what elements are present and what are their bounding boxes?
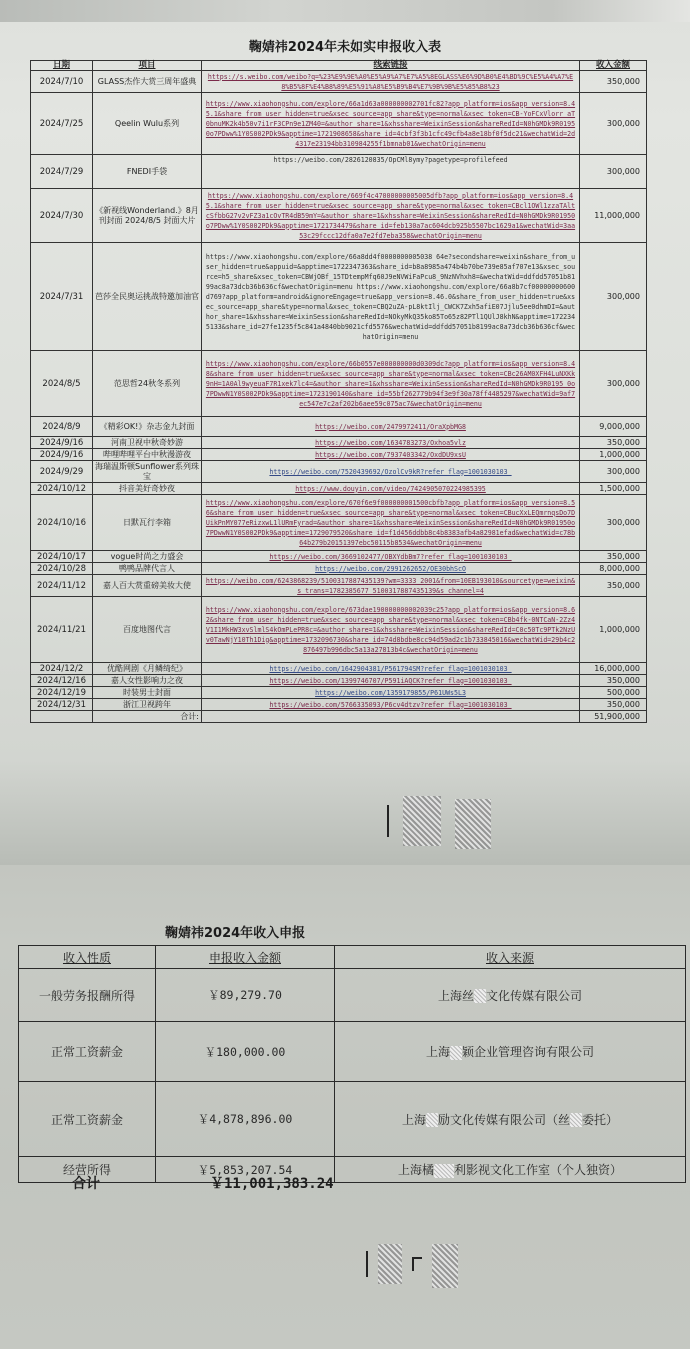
table-row: [19, 1082, 686, 1157]
redacted-signature-2: [366, 1240, 458, 1288]
doc2-total-label: 合计: [72, 1176, 100, 1192]
col-project: 项目: [93, 61, 202, 71]
table-row: [31, 575, 647, 597]
row-project: 浙江卫视跨年: [93, 699, 202, 711]
row-project: 鸭鸭品牌代言人: [93, 563, 202, 575]
row-project: 嘉人百大赏重磅美妆大使: [93, 575, 202, 597]
row-date: 2024/7/29: [31, 155, 93, 189]
table-row: [19, 1022, 686, 1082]
row-link[interactable]: https://weibo.com/1359179855/P61UWs5L3: [202, 687, 580, 699]
col-amount: 收入金额: [580, 61, 647, 71]
row-date: 2024/8/5: [31, 351, 93, 417]
row-project: FNEDI手袋: [93, 155, 202, 189]
row-amount: 1,000,000: [580, 597, 647, 663]
row-project: Qeelin Wulu系列: [93, 93, 202, 155]
row-date: 2024/9/29: [31, 461, 93, 483]
photo-edge: [0, 0, 690, 22]
doc2-total-amount: ￥11,001,383.24: [210, 1176, 334, 1192]
row-project: GLASS杰作大赏三周年盛典: [93, 71, 202, 93]
row-project: 抖音美好奇妙夜: [93, 483, 202, 495]
row-amount: 350,000: [580, 551, 647, 563]
source-part: 文化传媒有限公司: [486, 988, 583, 1003]
source-part: 上海: [401, 1112, 426, 1127]
row-amount: ￥4,878,896.00: [156, 1082, 335, 1157]
row-link[interactable]: https://weibo.com/2479972411/OraXpbMG8: [202, 417, 580, 437]
row-link[interactable]: https://weibo.com/2826120835/OpCMl8ymy?pagetype=profilefeed: [202, 155, 580, 189]
table-row: [31, 93, 647, 155]
row-date: 2024/10/28: [31, 563, 93, 575]
redacted-signature-1: [387, 793, 491, 849]
table-row: [31, 461, 647, 483]
col-source: 收入来源: [335, 946, 686, 969]
table-row: [31, 495, 647, 551]
row-amount: ￥5,853,207.54: [156, 1157, 335, 1183]
row-link[interactable]: https://weibo.com/1642904381/P561794SM?refer_flag=1001030103_: [202, 663, 580, 675]
redaction-block: [432, 1244, 458, 1288]
row-date: 2024/7/10: [31, 71, 93, 93]
table-header-row: [19, 946, 686, 969]
row-link[interactable]: https://weibo.com/6243868239/5100317887435139?wm=3333_2001&from=10EB193010&sourcetype=weixin&s_trans=1782385677_5100317887435139&s_channel=4: [202, 575, 580, 597]
row-link[interactable]: https://weibo.com/7937403342/OxdDU9xsU: [202, 449, 580, 461]
redaction-mark: [426, 1113, 438, 1127]
table-row: [19, 1157, 686, 1183]
row-link[interactable]: https://weibo.com/2991262652/OE30bhScO: [202, 563, 580, 575]
row-amount: 300,000: [580, 495, 647, 551]
row-project: 百度地图代言: [93, 597, 202, 663]
source-part: 上海橘: [397, 1163, 434, 1177]
row-amount: 500,000: [580, 687, 647, 699]
row-amount: 350,000: [580, 575, 647, 597]
table-row: [31, 71, 647, 93]
source-part: 上海: [425, 1045, 450, 1059]
row-amount: 300,000: [580, 93, 647, 155]
table-row: [31, 687, 647, 699]
row-date: 2024/12/16: [31, 675, 93, 687]
row-amount: 9,000,000: [580, 417, 647, 437]
total-empty-link: [202, 711, 580, 723]
row-amount: 1,500,000: [580, 483, 647, 495]
source-part: 上海丝: [437, 988, 474, 1003]
row-date: 2024/10/16: [31, 495, 93, 551]
table-row: [31, 449, 647, 461]
table-row: [31, 551, 647, 563]
row-date: 2024/9/16: [31, 437, 93, 449]
redaction-block: [378, 1244, 402, 1284]
row-amount: ￥180,000.00: [156, 1022, 335, 1082]
signature-stroke: [412, 1257, 422, 1271]
table-row: [31, 563, 647, 575]
row-project: 芭莎全民奥运挑战特邀加油官: [93, 243, 202, 351]
row-link[interactable]: https://weibo.com/3669102477/OBXYdbBm7?refer_flag=1001030103_: [202, 551, 580, 563]
row-date: 2024/7/25: [31, 93, 93, 155]
row-project: 日默瓦行李箱: [93, 495, 202, 551]
row-link[interactable]: https://www.douyin.com/video/7424905070224985395: [202, 483, 580, 495]
total-amount: 51,900,000: [580, 711, 647, 723]
col-nature: 收入性质: [19, 946, 156, 969]
row-link[interactable]: https://weibo.com/1634783273/Oxhoa5vlz: [202, 437, 580, 449]
row-link[interactable]: https://www.xiaohongshu.com/explore/66a1d63a000000002701fc82?app_platform=ios&app_version=8.45.1&share_from_user_hidden=true&xsec_source=app_share&type=normal&xsec_token=CB-YoFCxVlorr_aT0bnuMK2k4b50v7i1rF3CPn9e1ZM40=&author_share=1&xhsshare=WeixinSession&shareRedId=N0hGMDk9R01950o7PDww%1Y0S002PDk9&apptime=1721908658&share_id=4cbf3f3b1cfc49cfb4a8e18bf0f5dc21&wechatWid=2d4317e23194bb310984255f1bmnab01&wechatOrigin=menu: [202, 93, 580, 155]
table-row: [31, 417, 647, 437]
row-link[interactable]: https://www.xiaohongshu.com/explore/670f6e9f000000001500cbfb?app_platform=ios&app_version=8.56&share_from_user_hidden=true&xsec_source=app_share&type=normal&xsec_token=CBucXxLEQmrnqsDo7DUikPnMY077eRizxwL1lURmFyrad=&author_share=1&xhsshare=WeixinSession&shareRedId=N0hGMDk9R01950o7PDwwN1Y0S002PDk9&apptime=1729079520&share_id=f1d456ddbb8c4b8383afb4a82981efad&wechatWid=c78b64b279b20151397ebc50115b8534&wechatOrigin=menu: [202, 495, 580, 551]
row-project: 范思哲24秋冬系列: [93, 351, 202, 417]
row-amount: 350,000: [580, 437, 647, 449]
row-link[interactable]: https://www.xiaohongshu.com/explore/66b0557e000000000d0309dc?app_platform=ios&app_version=8.48&share_from_user_hidden=true&xsec_source=app_share&type=normal&xsec_token=CBc26AM0XFH4LuNXKk9nH=1A0Al9wyeuaF7R1xek7lc4=&author_share=1&xhsshare=WeixinSession&shareRedId=N0hGMDk9R0195 0o7PDwwN1Y0S002PDk9&apptime=1723190140&share_id=55bf262779b94f3e9f30a78ff4485297&wechatWid=9af7ec547e7c2af202b6aee59c075ac7&wechatOrigin=menu: [202, 351, 580, 417]
row-date: 2024/12/31: [31, 699, 93, 711]
row-amount: 300,000: [580, 243, 647, 351]
table-header-row: [31, 61, 647, 71]
row-date: 2024/7/31: [31, 243, 93, 351]
row-source: [335, 1022, 686, 1082]
row-link[interactable]: https://weibo.com/1399746707/P591iAQCK?refer_flag=1001030103_: [202, 675, 580, 687]
row-project: 嘉人女性影响力之夜: [93, 675, 202, 687]
row-project: 河南卫视中秋奇妙游: [93, 437, 202, 449]
row-date: 2024/12/2: [31, 663, 93, 675]
row-amount: ￥89,279.70: [156, 969, 335, 1022]
table-row: [31, 483, 647, 495]
table-row: [31, 437, 647, 449]
row-amount: 350,000: [580, 71, 647, 93]
row-nature: 正常工资薪金: [19, 1082, 156, 1157]
table-row: [31, 597, 647, 663]
row-amount: 300,000: [580, 155, 647, 189]
row-link[interactable]: https://www.xiaohongshu.com/explore/669f4c47000000005005dfb?app_platform=ios&app_version=8.45.1&share_from_user_hidden=true&xsec_source=app_share&type=normal&xsec_token=CBcl1OWl1zzaTAltcSfbbG27v2vFZ3a1cOvTR4dB59mY=&author_share=1&xhsshare=WeixinSession&shareRedId=N0hGMDk9R01950o7PDww%1Y0S002PDk9&apptime=1721734479&share_id=feb130a7ac604dcb925b5507bc1629a1&wechatWid=3aa53c29fccc12dfa0a7e2fd7eba358&wechatOrigin=menu: [202, 189, 580, 243]
row-project: 《新视线Wonderland.》8月刊封面 2024/8/5 封面大片: [93, 189, 202, 243]
source-part: 利影视文化工作室（个人独资）: [454, 1163, 623, 1177]
row-project: 哔哩哔哩平台中秋漫游夜: [93, 449, 202, 461]
table-row: [31, 351, 647, 417]
row-amount: 300,000: [580, 461, 647, 483]
source-part: 励文化传媒有限公司（丝: [437, 1112, 570, 1127]
table-row: [31, 155, 647, 189]
col-link: 线索链接: [202, 61, 580, 71]
table-row: [31, 699, 647, 711]
signature-stroke: [366, 1251, 368, 1277]
row-date: 2024/7/30: [31, 189, 93, 243]
table-row: [31, 189, 647, 243]
row-project: vogue时尚之力盛会: [93, 551, 202, 563]
row-date: 2024/11/21: [31, 597, 93, 663]
col-declared-amount: 申报收入金额: [156, 946, 335, 969]
doc1-title: 鞠婧祎2024年未如实申报收入表: [248, 40, 442, 55]
table-row: [19, 969, 686, 1022]
row-date: 2024/8/9: [31, 417, 93, 437]
row-date: 2024/12/19: [31, 687, 93, 699]
row-date: 2024/9/16: [31, 449, 93, 461]
undeclared-income-table: [30, 60, 647, 723]
row-source: [335, 1157, 686, 1183]
source-part: 颖企业管理咨询有限公司: [462, 1045, 595, 1059]
row-nature: 经营所得: [19, 1157, 156, 1183]
redaction-block: [403, 796, 441, 846]
row-source: [335, 969, 686, 1022]
total-empty: [31, 711, 93, 723]
table-row: [31, 675, 647, 687]
row-amount: 300,000: [580, 351, 647, 417]
signature-stroke: [387, 805, 389, 837]
row-amount: 1,000,000: [580, 449, 647, 461]
col-date: 日期: [31, 61, 93, 71]
row-amount: 11,000,000: [580, 189, 647, 243]
total-row: [31, 711, 647, 723]
row-project: 时装男士封面: [93, 687, 202, 699]
row-link[interactable]: https://s.weibo.com/weibo?q=%23%E9%9E%A0%E5%A9%A7%E7%A5%8EGLASS%E6%9D%B0%E4%BD%9C%E5%A4%A7%E8%B5%8F%E4%B8%89%E5%91%A8%E5%B9%B4%E7%9B%9B%E5%85%B8%23: [202, 71, 580, 93]
row-amount: 8,000,000: [580, 563, 647, 575]
table-row: [31, 243, 647, 351]
row-source: [335, 1082, 686, 1157]
row-amount: 350,000: [580, 675, 647, 687]
redaction-mark: [474, 989, 486, 1003]
row-amount: 350,000: [580, 699, 647, 711]
doc2-title: 鞠婧祎2024年收入申报: [165, 926, 306, 941]
row-date: 2024/10/17: [31, 551, 93, 563]
table-row: [31, 663, 647, 675]
row-link[interactable]: https://weibo.com/5766335093/P6cv4dtzv?refer_flag=1001030103_: [202, 699, 580, 711]
row-amount: 16,000,000: [580, 663, 647, 675]
redaction-mark: [570, 1113, 582, 1127]
redaction-block: [455, 799, 491, 849]
row-project: 《精彩OK!》杂志金九封面: [93, 417, 202, 437]
row-project: 海瑞温斯顿Sunflower系列珠宝: [93, 461, 202, 483]
redaction-mark: [434, 1164, 454, 1178]
row-nature: 一般劳务报酬所得: [19, 969, 156, 1022]
total-label: 合计:: [93, 711, 202, 723]
row-link[interactable]: https://www.xiaohongshu.com/explore/673dae190000000002039c25?app_platform=ios&app_version=8.62&share_from_user_hidden=true&xsec_source=app_share&type=normal&xsec_token=CBb4fk-0NTCaN-2Zz4V1I1MkHW3xvSlmlS4kOmPLePR8c=&author_share=1&xhsshare=WeixinSession&shareRedId=C0c50Tc9PTk2NzUv0TawNjY10Th1Dig&apptime=1732096730&share_id=74d8bdbe8cc94d59ad2c1b733845016&wechatWid=29b4c2876497b996dbc5a13a27813b4c&wechatOrigin=menu: [202, 597, 580, 663]
source-part: 委托）: [582, 1112, 619, 1127]
row-nature: 正常工资薪金: [19, 1022, 156, 1082]
row-project: 优酷网剧《月鳞绮纪》: [93, 663, 202, 675]
row-link[interactable]: https://weibo.com/7520439692/OzolCv9kR?refer_flag=1001030103_: [202, 461, 580, 483]
declared-income-table: [18, 945, 686, 1183]
redaction-mark: [450, 1046, 462, 1060]
row-link[interactable]: https://www.xiaohongshu.com/explore/66a8dd4f0000000005038 64e?secondshare=weixin&share_from_user_hidden=true&appuid=&apptime=1722347363&share_id=b8a8985a474b4b70be739e85af707e13&xsec_source=h5_share&xsec_token=CBWjOBf_15TDtempMfq60J9eNVWiFaPcu8_9NzNVhxh8=&wechatWid=ddfdd57051b8199ac8a73dcb36b636cf&wechatOrigin=menu https://www.xiaohongshu.com/explore/66a8b7cf00000000600d769?app_platform=android&ignoreEngage=true&app_version=8.46.0&share_from_user_hidden=true&xsec_source=app_share&type=normal&xsec_token=CBQ2uZA-pL8ktIlj_CWCK7Zxh5afiE07Jjlu5ee0dhmDI=&author_share=1&xhsshare=WeixinSession&shareRedId=NOkyMkQ35ko85To65z82PTl1QUlJ8khN&apptime=1722345133&share_id=27fe1235f5c841a4840bb9021cfd5576&wechatWid=ddfdd57051b8199ac8a73dcb36b636cf&wechatOrigin=menu: [202, 243, 580, 351]
row-date: 2024/10/12: [31, 483, 93, 495]
row-date: 2024/11/12: [31, 575, 93, 597]
